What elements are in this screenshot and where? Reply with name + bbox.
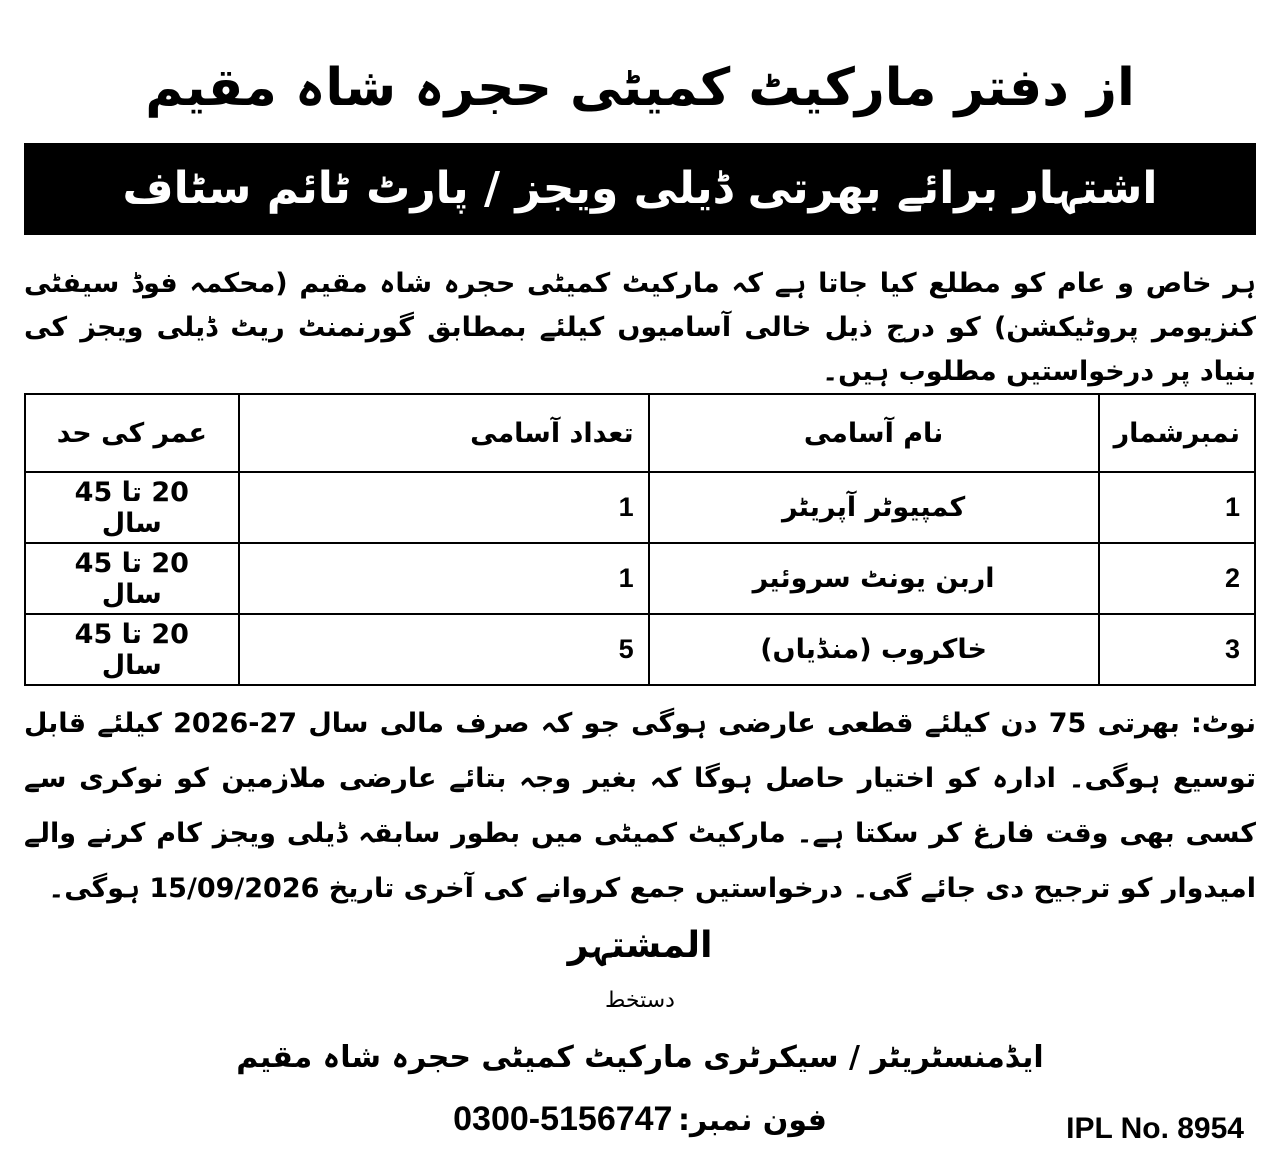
header-age: عمر کی حد <box>25 394 239 472</box>
row-age: 20 تا 45 سال <box>25 472 239 543</box>
table-row <box>25 614 1255 685</box>
table-row <box>25 543 1255 614</box>
row-post: کمپیوٹر آپریٹر <box>649 472 1099 543</box>
note-paragraph: نوٹ: بھرتی 75 دن کیلئے قطعی عارضی ہوگی جو کہ صرف مالی سال 27-2026 کیلئے قابل توسیع ہوگی۔ ادارہ کو اختیار حاصل ہوگا کہ بغیر وجہ بتائے عارضی ملازمین کو نوکری سے کسی بھی وقت فارغ کر سکتا ہے۔ مارکیٹ کمیٹی میں بطور سابقہ ڈیلی ویجز کام کرنے والے امیدوار کو ترجیح دی جائے گی۔ درخواستیں جمع کروانے کی آخری تاریخ 15/09/2026 ہوگی۔ <box>24 708 1256 904</box>
row-age: 20 تا 45 سال <box>25 614 239 685</box>
row-count: 1 <box>239 472 649 543</box>
row-age: 20 تا 45 سال <box>25 543 239 614</box>
phone-number: 0300-5156747 <box>453 1100 673 1138</box>
vacancies-table <box>24 393 1256 686</box>
ipl-number: IPL No. 8954 <box>1066 1112 1244 1145</box>
row-serial: 1 <box>1099 472 1255 543</box>
row-count: 1 <box>239 543 649 614</box>
signature-label: دستخط <box>605 988 675 1013</box>
table-header-row <box>25 394 1255 472</box>
row-serial: 3 <box>1099 614 1255 685</box>
header-post: نام آسامی <box>649 394 1099 472</box>
header-count: تعداد آسامی <box>239 394 649 472</box>
intro-paragraph: ہر خاص و عام کو مطلع کیا جاتا ہے کہ مارکیٹ کمیٹی حجرہ شاہ مقیم (محکمہ فوڈ سیفٹی کنزیومر پروٹیکشن) کو درج ذیل خالی آسامیوں کیلئے بمطابق گورنمنٹ ریٹ ڈیلی ویجز کی بنیاد پر درخواستیں مطلوب ہیں۔ <box>24 268 1256 387</box>
table-row <box>25 472 1255 543</box>
row-serial: 2 <box>1099 543 1255 614</box>
phone-label: فون نمبر: <box>678 1103 827 1138</box>
office-title: از دفتر مارکیٹ کمیٹی حجرہ شاہ مقیم <box>145 58 1135 118</box>
row-post: خاکروب (منڈیاں) <box>649 614 1099 685</box>
header-serial: نمبرشمار <box>1099 394 1255 472</box>
row-post: اربن یونٹ سروئیر <box>649 543 1099 614</box>
advertiser-heading: المشتہر <box>567 925 713 966</box>
recruitment-banner: اشتہار برائے بھرتی ڈیلی ویجز / پارٹ ٹائم سٹاف <box>24 143 1256 235</box>
designation: ایڈمنسٹریٹر / سیکرٹری مارکیٹ کمیٹی حجرہ شاہ مقیم <box>236 1040 1044 1075</box>
row-count: 5 <box>239 614 649 685</box>
